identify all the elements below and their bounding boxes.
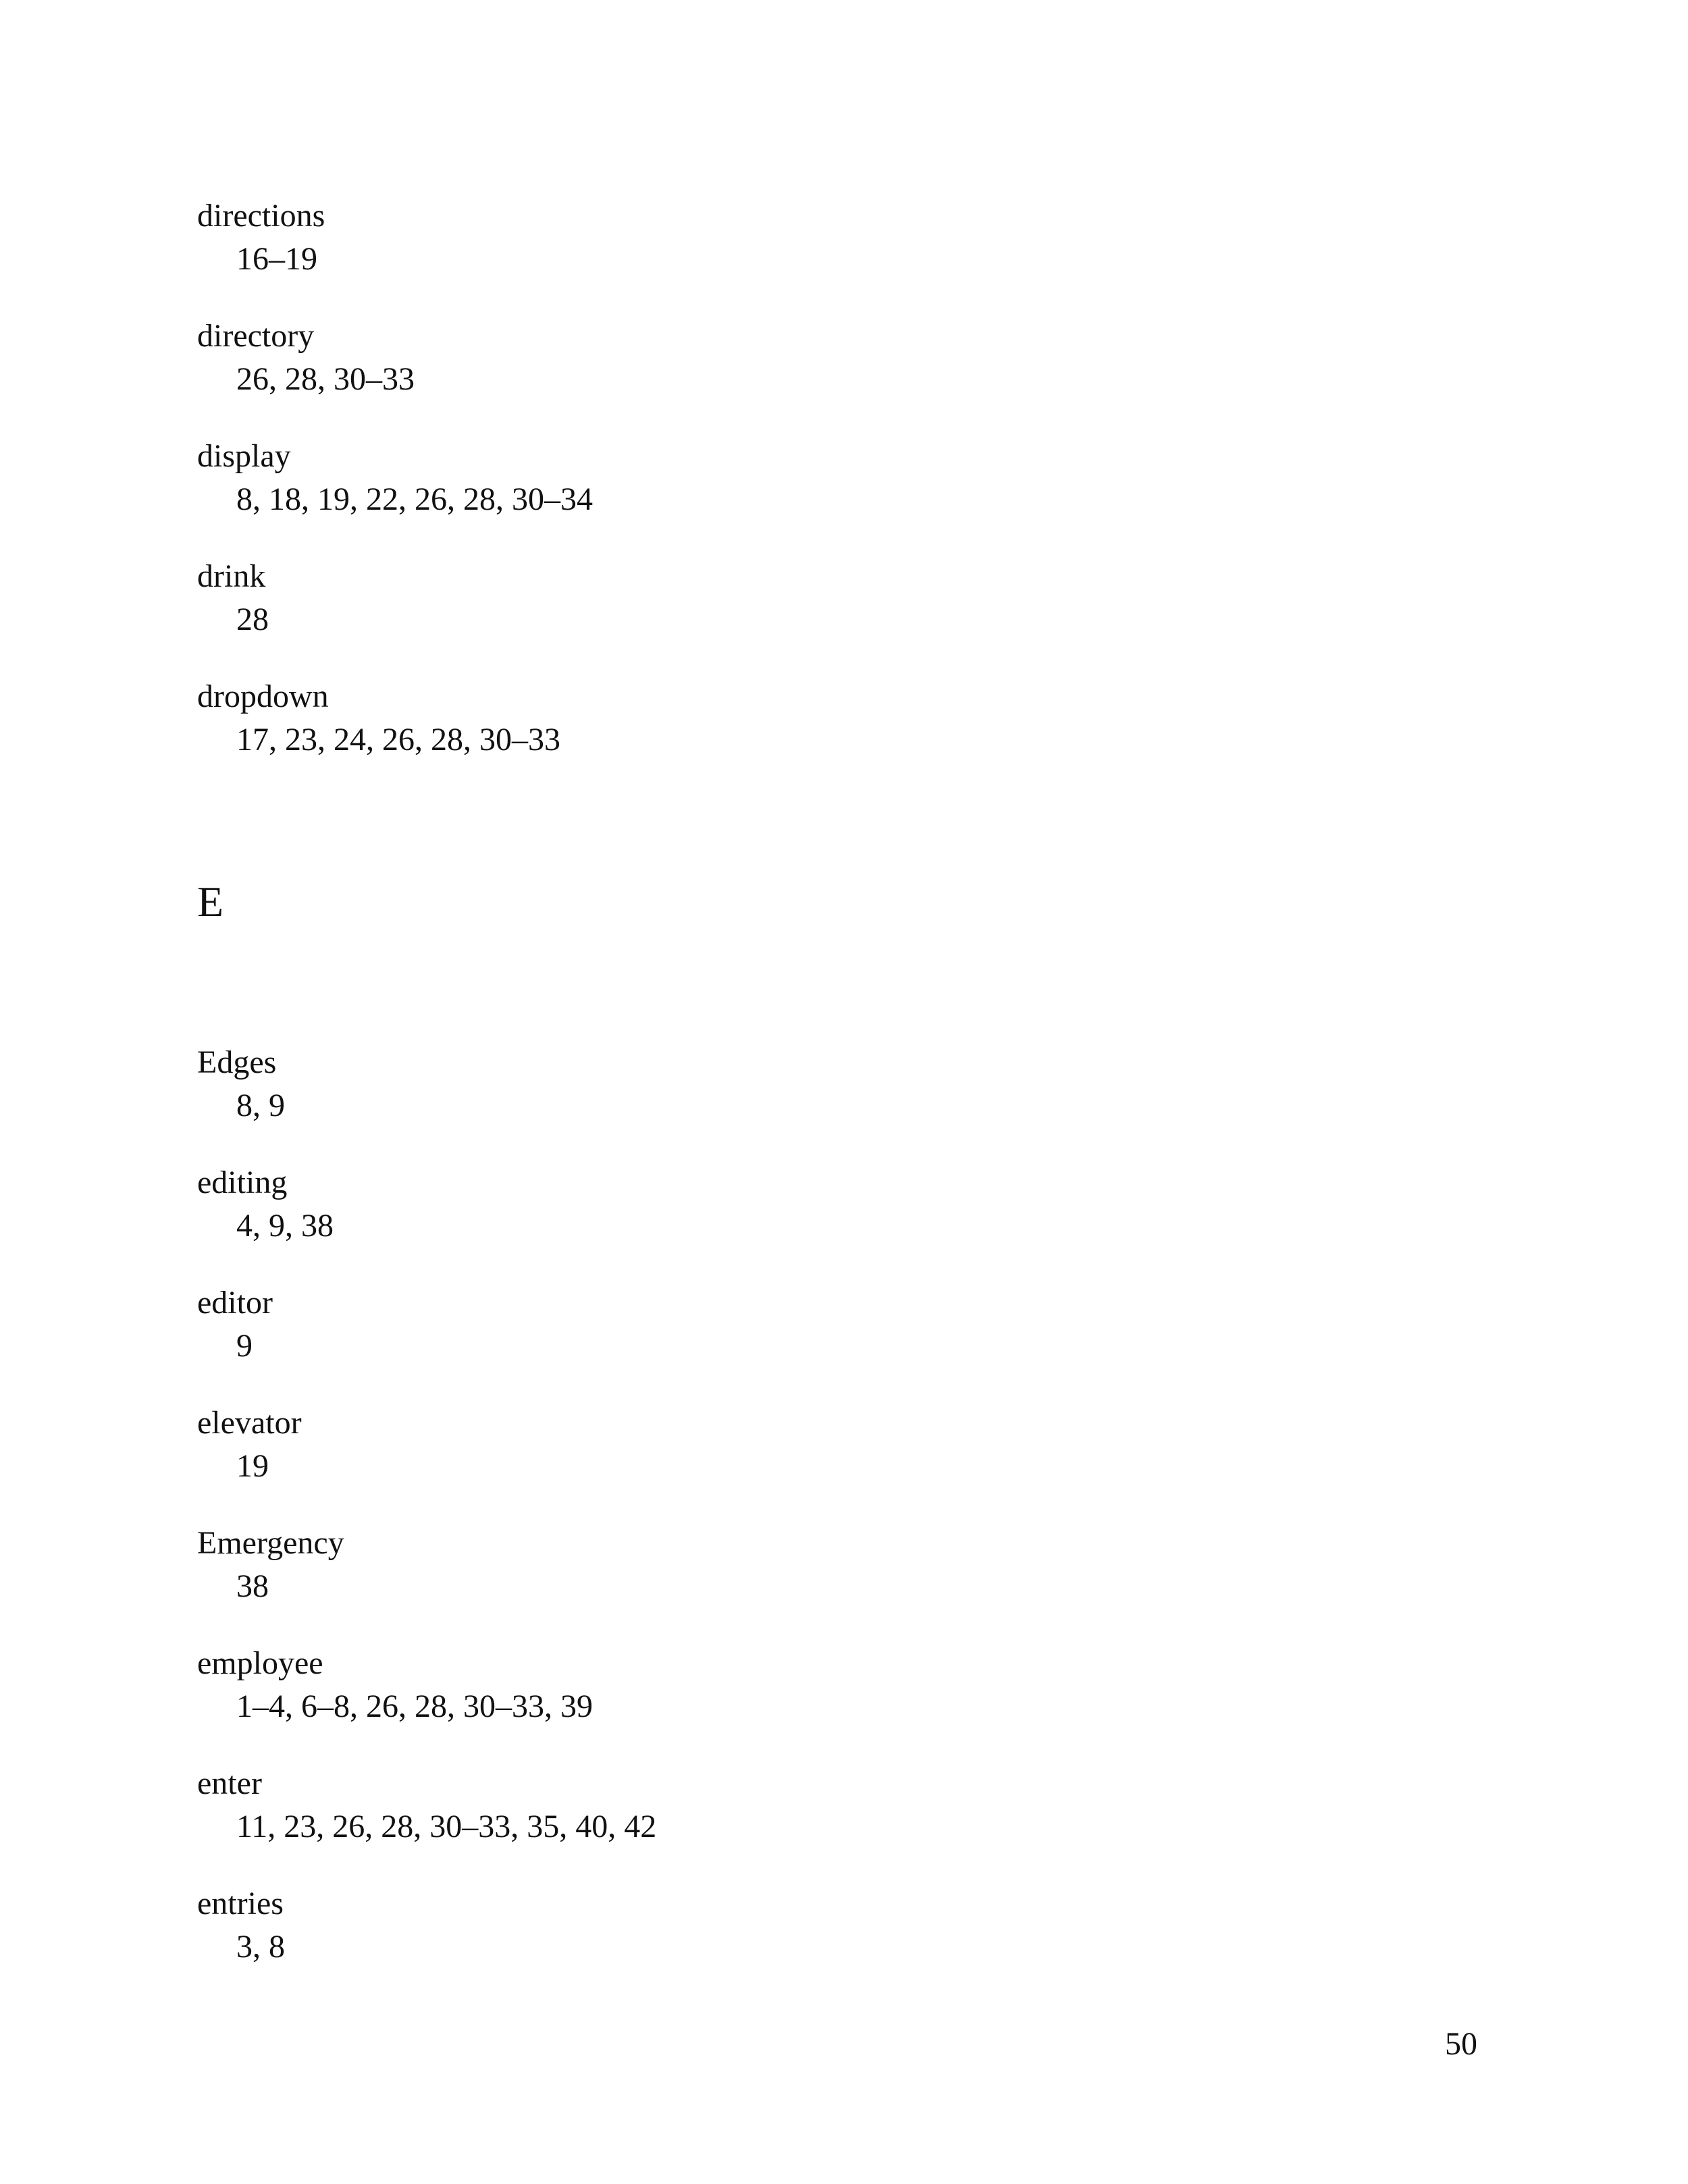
index-pages: 8, 18, 19, 22, 26, 28, 30–34 — [236, 481, 593, 517]
index-term: drink — [197, 558, 266, 594]
index-term: editor — [197, 1285, 273, 1321]
index-pages: 19 — [236, 1448, 269, 1484]
index-pages: 8, 9 — [236, 1088, 285, 1123]
index-term: employee — [197, 1645, 323, 1681]
index-pages: 1–4, 6–8, 26, 28, 30–33, 39 — [236, 1688, 593, 1724]
index-term: directory — [197, 318, 315, 354]
index-term: dropdown — [197, 678, 329, 714]
index-term: Emergency — [197, 1525, 344, 1561]
index-term: editing — [197, 1165, 288, 1200]
index-term: entries — [197, 1886, 284, 1921]
index-entry — [197, 1283, 273, 1366]
index-pages: 4, 9, 38 — [236, 1208, 334, 1244]
index-entry — [197, 1523, 344, 1607]
index-entry — [197, 1643, 593, 1727]
index-entry — [197, 676, 560, 760]
index-entry — [197, 196, 325, 279]
index-pages: 16–19 — [236, 241, 317, 277]
index-pages: 28 — [236, 602, 269, 637]
index-entry — [197, 556, 269, 640]
index-pages: 26, 28, 30–33 — [236, 361, 415, 397]
index-term: elevator — [197, 1405, 302, 1441]
section-letter-heading: E — [197, 878, 224, 926]
index-entry — [197, 1763, 656, 1847]
index-term: Edges — [197, 1044, 277, 1080]
index-entry — [197, 1884, 285, 1967]
page-number: 50 — [1445, 2026, 1477, 2062]
index-pages: 38 — [236, 1568, 269, 1604]
index-term: directions — [197, 198, 325, 234]
index-pages: 11, 23, 26, 28, 30–33, 35, 40, 42 — [236, 1809, 657, 1844]
index-entry — [197, 1042, 285, 1126]
index-entry — [197, 1163, 334, 1246]
index-entry — [197, 1403, 302, 1487]
index-term: enter — [197, 1765, 262, 1801]
index-term: display — [197, 438, 291, 474]
index-pages: 9 — [236, 1328, 253, 1364]
index-pages: 3, 8 — [236, 1929, 285, 1965]
index-pages: 17, 23, 24, 26, 28, 30–33 — [236, 722, 560, 757]
index-entry — [197, 436, 593, 520]
index-entry — [197, 316, 415, 400]
